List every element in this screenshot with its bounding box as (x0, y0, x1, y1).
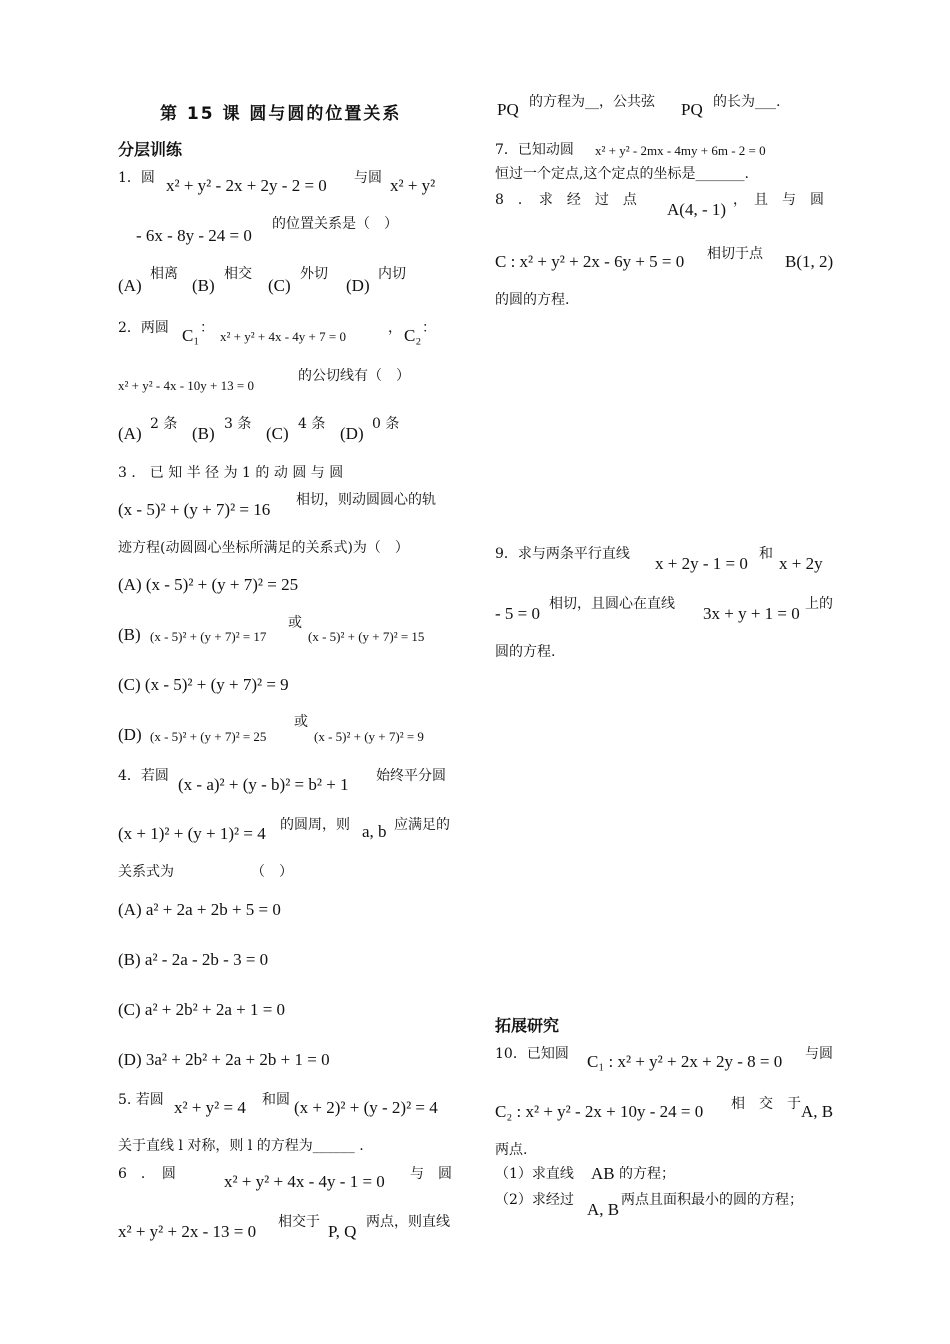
section-heading-extension: 拓展研究 (495, 1016, 560, 1035)
text-segment: （1）求直线 (495, 1166, 574, 1182)
text-segment: ： (200, 320, 214, 336)
math-expression: x² + y² + 4x - 4y - 1 = 0 (224, 1172, 385, 1191)
math-expression: (D) (118, 725, 142, 744)
math-expression: x² + y² + 2x - 13 = 0 (118, 1222, 257, 1241)
text-segment: ： (422, 320, 436, 336)
math-expression: C₂ (404, 326, 422, 345)
text-segment: 和圆 (262, 1092, 290, 1108)
text-segment: 关系式为 （ ） (118, 864, 293, 880)
math-expression: (x - 5)² + (y + 7)² = 25 (150, 729, 267, 744)
text-segment: 与 圆 (410, 1166, 452, 1182)
math-expression: C₁ : x² + y² + 2x + 2y - 8 = 0 (587, 1052, 783, 1071)
page-title: 第 15 课 圆与圆的位置关系 (160, 104, 402, 124)
text-segment: 9．求与两条平行直线 (495, 546, 630, 562)
math-expression: (D) 3a² + 2b² + 2a + 2b + 1 = 0 (118, 1050, 330, 1069)
math-expression: x² + y² - 4x - 10y + 13 = 0 (118, 378, 254, 393)
math-expression: x² + y² - 2mx - 4my + 6m - 2 = 0 (595, 143, 766, 158)
text-segment: 相 交 于 (731, 1096, 801, 1112)
text-segment: 或 (288, 615, 302, 631)
math-expression: (A) (118, 424, 142, 443)
text-segment: 4 条 (298, 416, 326, 432)
math-expression: B(1, 2) (785, 252, 834, 271)
math-expression: (x - 5)² + (y + 7)² = 16 (118, 500, 271, 519)
math-expression: x + 2y (779, 554, 823, 573)
text-segment: 2．两圆 (118, 320, 169, 336)
text-segment: 的方程； (619, 1166, 675, 1182)
math-expression: - 5 = 0 (495, 604, 540, 623)
math-expression: (x + 1)² + (y + 1)² = 4 (118, 824, 266, 843)
math-expression: - 6x - 8y - 24 = 0 (136, 226, 252, 245)
math-expression: (B) a² - 2a - 2b - 3 = 0 (118, 950, 269, 969)
math-expression: (A) (x - 5)² + (y + 7)² = 25 (118, 575, 299, 594)
math-expression: (C) (x - 5)² + (y + 7)² = 9 (118, 675, 289, 694)
text-segment: 的圆周，则 (280, 817, 350, 833)
text-segment: 3 ． 已 知 半 径 为 1 的 动 圆 与 圆 (118, 465, 344, 481)
text-segment: 2 条 (150, 416, 178, 432)
math-expression: (B) (118, 625, 141, 644)
text-segment: 6 ． 圆 (118, 1166, 176, 1182)
math-expression: (C) (266, 424, 289, 443)
math-expression: C₁ (182, 326, 200, 345)
text-segment: 相切于点 (707, 246, 763, 262)
math-expression: C : x² + y² + 2x - 6y + 5 = 0 (495, 252, 685, 271)
math-expression: (x - a)² + (y - b)² = b² + 1 (178, 775, 349, 794)
math-expression: A(4, - 1) (667, 200, 727, 219)
text-segment: 3 条 (224, 416, 252, 432)
math-expression: x² + y² + 4x - 4y + 7 = 0 (220, 329, 346, 344)
text-segment: 相交于 (278, 1214, 320, 1230)
math-expression: (x - 5)² + (y + 7)² = 15 (308, 629, 425, 644)
math-expression: (C) (268, 276, 291, 295)
math-expression: (x + 2)² + (y - 2)² = 4 (294, 1098, 438, 1117)
math-expression: a, b (362, 822, 387, 841)
text-segment: 外切 (300, 266, 328, 282)
text-segment: 或 (294, 714, 308, 730)
text-segment: 4．若圆 (118, 768, 169, 784)
text-segment: 8 ． 求 经 过 点 (495, 192, 637, 208)
math-expression: (x - 5)² + (y + 7)² = 9 (314, 729, 424, 744)
text-segment: 相离 (150, 266, 178, 282)
math-expression: A, B (587, 1200, 620, 1219)
math-expression: (D) (346, 276, 370, 295)
math-expression: 3x + y + 1 = 0 (703, 604, 800, 623)
math-expression: P, Q (328, 1222, 357, 1241)
math-expression: x² + y² = 4 (174, 1098, 246, 1117)
math-expression: x² + y² (390, 176, 436, 195)
text-segment: 1．圆 (118, 170, 155, 186)
math-expression: (C) a² + 2b² + 2a + 1 = 0 (118, 1000, 286, 1019)
text-segment: 的长为___. (713, 94, 781, 110)
text-segment: 的方程为__，公共弦 (529, 94, 655, 110)
math-expression: PQ (497, 100, 519, 119)
text-segment: 迹方程(动圆圆心坐标所满足的关系式)为（ ） (118, 540, 409, 556)
text-segment: 内切 (378, 266, 406, 282)
text-segment: 两点且面积最小的圆的方程； (621, 1192, 803, 1208)
math-expression: x + 2y - 1 = 0 (655, 554, 748, 573)
math-expression: PQ (681, 100, 703, 119)
math-expression: (D) (340, 424, 364, 443)
section-heading-tiered-training: 分层训练 (118, 140, 183, 159)
text-segment: 始终平分圆 (376, 768, 446, 784)
text-segment: 的位置关系是（ ） (272, 216, 398, 232)
text-segment: 上的 (805, 596, 833, 612)
math-expression: AB (591, 1164, 615, 1183)
text-segment: 相切，且圆心在直线 (549, 596, 675, 612)
text-segment: 应满足的 (394, 817, 450, 833)
text-segment: 与圆 (805, 1046, 833, 1062)
text-segment: 5. 若圆 (118, 1092, 164, 1108)
math-expression: (B) (192, 424, 215, 443)
text-segment: 相切，则动圆圆心的轨 (296, 492, 436, 508)
text-segment: （2）求经过 (495, 1192, 574, 1208)
text-segment: 的公切线有（ ） (298, 368, 410, 384)
text-segment: 恒过一个定点,这个定点的坐标是_______. (495, 166, 749, 182)
math-expression: (A) a² + 2a + 2b + 5 = 0 (118, 900, 281, 919)
math-expression: (A) (118, 276, 142, 295)
text-segment: 圆的方程. (495, 644, 556, 660)
text-segment: 10．已知圆 (495, 1046, 569, 1062)
text-segment: 与圆 (354, 170, 382, 186)
text-segment: 的圆的方程. (495, 292, 570, 308)
math-expression: x² + y² - 2x + 2y - 2 = 0 (166, 176, 327, 195)
text-segment: ， (388, 320, 402, 336)
text-segment: ， 且 与 圆 (733, 192, 824, 208)
math-expression: (x - 5)² + (y + 7)² = 17 (150, 629, 267, 644)
text-segment: 关于直线 l 对称，则 l 的方程为______ . (118, 1138, 364, 1154)
math-expression: (B) (192, 276, 215, 295)
text-segment: 7．已知动圆 (495, 142, 574, 158)
text-segment: 两点，则直线 (366, 1214, 450, 1230)
text-segment: 0 条 (372, 416, 400, 432)
math-expression: A, B (801, 1102, 834, 1121)
math-expression: C₂ : x² + y² - 2x + 10y - 24 = 0 (495, 1102, 704, 1121)
text-segment: 和 (759, 546, 773, 562)
text-segment: 相交 (224, 266, 252, 282)
text-segment: 两点. (495, 1142, 528, 1158)
